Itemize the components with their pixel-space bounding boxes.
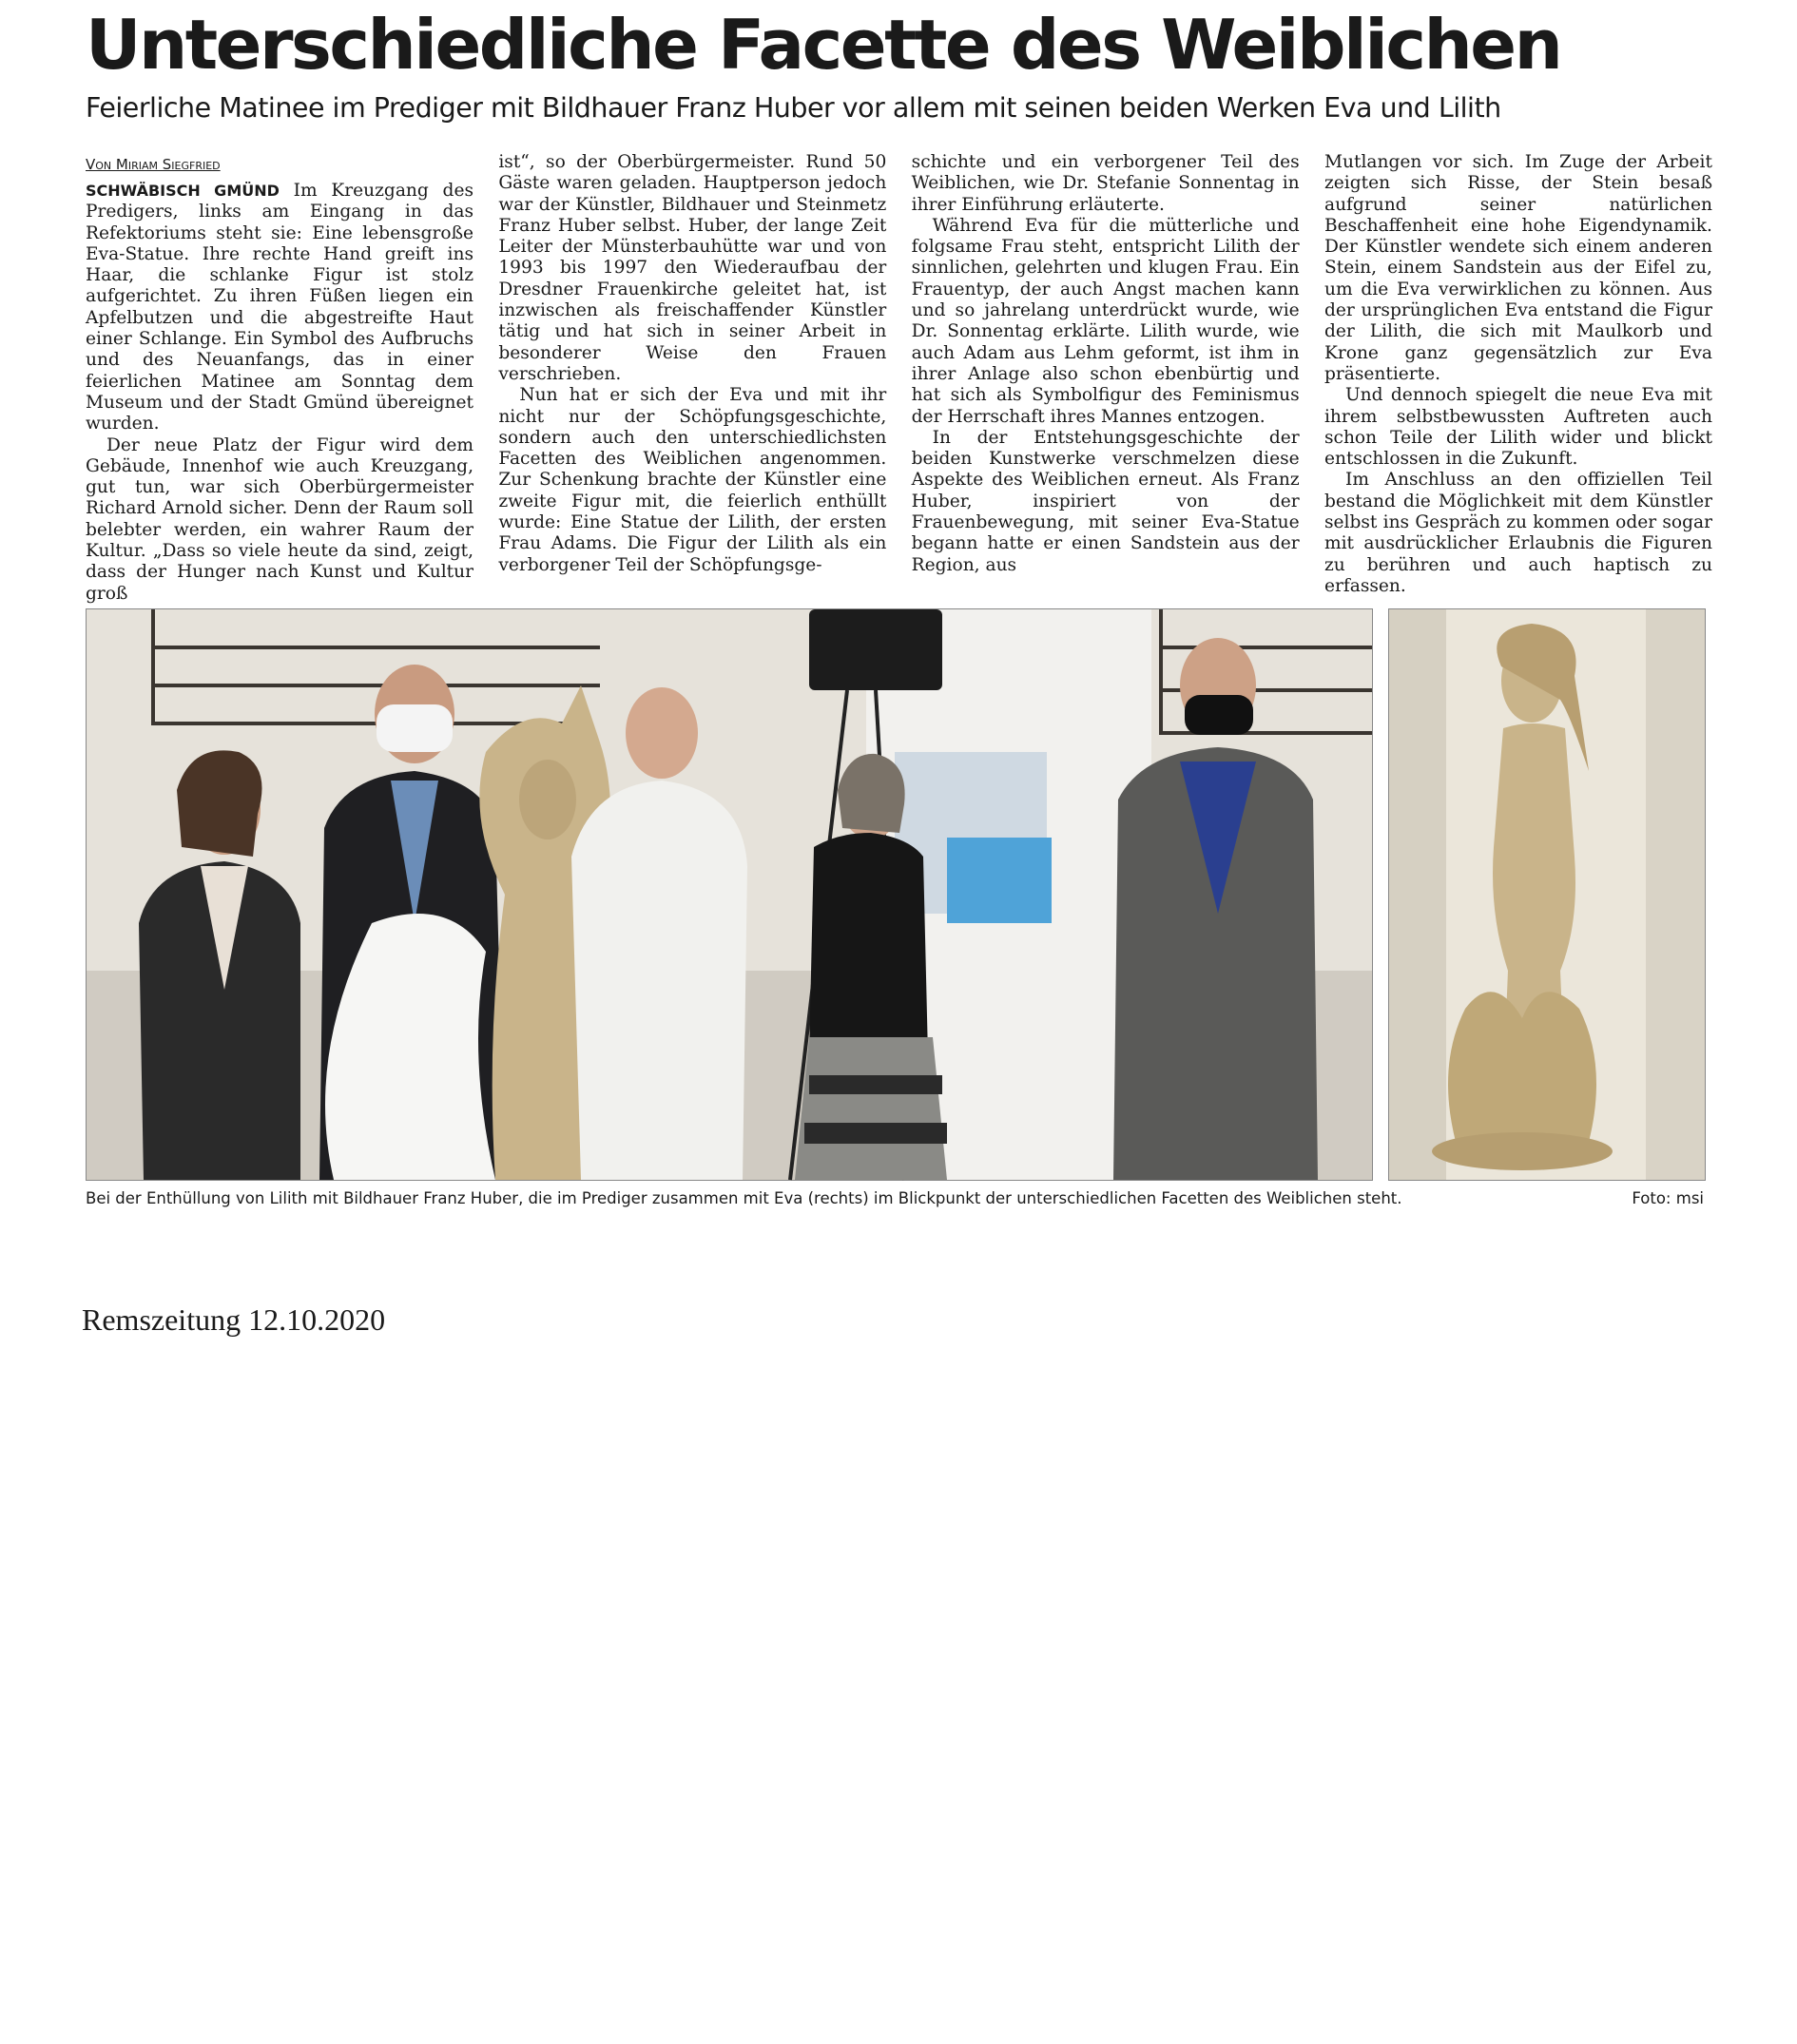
paragraph-text: Im Kreuzgang des Predigers, links am Eingang in das Refektoriums steht sie: Eine lebensgroße Eva-Statue. Ihre rechte Hand greift ins Haar, die schlanke Figur ist stolz aufgerichtet. Zu ihren Füßen liegen ein Apfelbutzen und die abgestreifte Haut einer Schlange. Ein Symbol des Aufbruchs und des Neuanfangs, das in einer feierlichen Matinee am Sonntag dem Museum und der Stadt Gmünd übereignet wurden. (86, 181, 473, 434)
photo-credit: Foto: msi (1632, 1189, 1704, 1207)
headline: Unterschiedliche Facette des Weiblichen (86, 5, 1561, 85)
subheadline: Feierliche Matinee im Prediger mit Bildhauer Franz Huber vor allem mit seinen beiden Werken Eva und Lilith (86, 92, 1501, 124)
eva-photo (1388, 608, 1706, 1181)
paragraph: Während Eva für die mütterliche und folgsame Frau steht, entspricht Lilith der sinnlichen, gelehrten und klugen Frau. Ein Frauentyp, der auch Angst machen kann und so jahrelang unterdrückt wurde, wie Dr. Sonnentag erklärte. Lilith wurde, wie auch Adam aus Lehm geformt, ist ihm in ihrer Anlage also schon ebenbürtig und hat sich als Symbolfigur des Feminismus der Herrschaft ihres Mannes entzogen. (911, 215, 1300, 427)
unveiling-scene-illustration (87, 609, 1372, 1180)
paragraph: ist“, so der Oberbürgermeister. Rund 50 Gäste waren geladen. Hauptperson jedoch war der Künstler, Bildhauer und Steinmetz Franz Huber selbst. Huber, der lange Zeit Leiter der Münsterbauhütte war und von 1993 bis 1997 den Wiederaufbau der Dresdner Frauenkirche geleitet hat, ist inzwischen als freischaffender Künstler tätig und hat sich in seiner Arbeit in besonderer Weise den Frauen verschrieben. (498, 152, 887, 384)
column-3 (912, 152, 1300, 589)
paragraph (86, 181, 473, 435)
paragraph: Im Anschluss an den offiziellen Teil bestand die Möglichkeit mit dem Künstler selbst ins Gespräch zu kommen oder sogar mit ausdrücklicher Erlaubnis die Figuren zu berühren und auch haptisch zu erfassen. (1324, 470, 1712, 596)
eva-sculpture-illustration (1389, 609, 1705, 1180)
source-note: Remszeitung 12.10.2020 (82, 1302, 386, 1337)
column-4 (1324, 152, 1712, 596)
paragraph: schichte und ein verborgener Teil des Weiblichen, wie Dr. Stefanie Sonnentag in ihrer Einführung erläuterte. (911, 152, 1300, 215)
photo-caption: Bei der Enthüllung von Lilith mit Bildhauer Franz Huber, die im Prediger zusammen mit Eva (rechts) im Blickpunkt der unterschiedlichen Facetten des Weiblichen steht. (86, 1189, 1402, 1207)
byline: Von Miriam Siegfried (86, 156, 221, 173)
speaker-icon (809, 609, 942, 690)
paragraph: Mutlangen vor sich. Im Zuge der Arbeit zeigten sich Risse, der Stein besaß aufgrund seiner natürlichen Beschaffenheit eine hohe Eigendynamik. Der Künstler wendete sich einem anderen Stein, einem Sandstein aus der Eifel zu, um die Eva verwirklichen zu können. Aus der ursprünglichen Eva entstand die Figur der Lilith, die sich mit Maulkorb und Krone ganz gegensätzlich zur Eva präsentierte. (1324, 152, 1712, 384)
dateline: SCHWÄBISCH GMÜND (86, 182, 280, 200)
paragraph: Und dennoch spiegelt die neue Eva mit ihrem selbstbewussten Auftreten auch schon Teile der Lilith wider und blickt entschlossen in die Zukunft. (1324, 385, 1712, 470)
paragraph: Der neue Platz der Figur wird dem Gebäude, Innenhof wie auch Kreuzgang, gut tun, war sich Oberbürgermeister Richard Arnold sicher. Denn der Raum soll belebter werden, ein wahrer Raum der Kultur. „Dass so viele heute da sind, zeigt, dass der Hunger nach Kunst und Kultur groß (86, 434, 473, 604)
column-2 (498, 152, 886, 589)
paragraph: In der Entstehungsgeschichte der beiden Kunstwerke verschmelzen diese Aspekte des Weiblichen erneut. Als Franz Huber, inspiriert von der Frauenbewegung, mit seiner Eva-Statue begann hatte er einen Sandstein aus der Region, aus (911, 427, 1300, 575)
main-photo (86, 608, 1373, 1181)
paragraph: Nun hat er sich der Eva und mit ihr nicht nur der Schöpfungsgeschichte, sondern auch den unterschiedlichsten Facetten des Weiblichen angenommen. Zur Schenkung brachte der Künstler eine zweite Figur mit, die feierlich enthüllt wurde: Eine Statue der Lilith, der ersten Frau Adams. Die Figur der Lilith als ein verborgener Teil der Schöpfungsge- (498, 385, 887, 575)
column-1 (86, 152, 473, 604)
article-body (86, 152, 1712, 604)
